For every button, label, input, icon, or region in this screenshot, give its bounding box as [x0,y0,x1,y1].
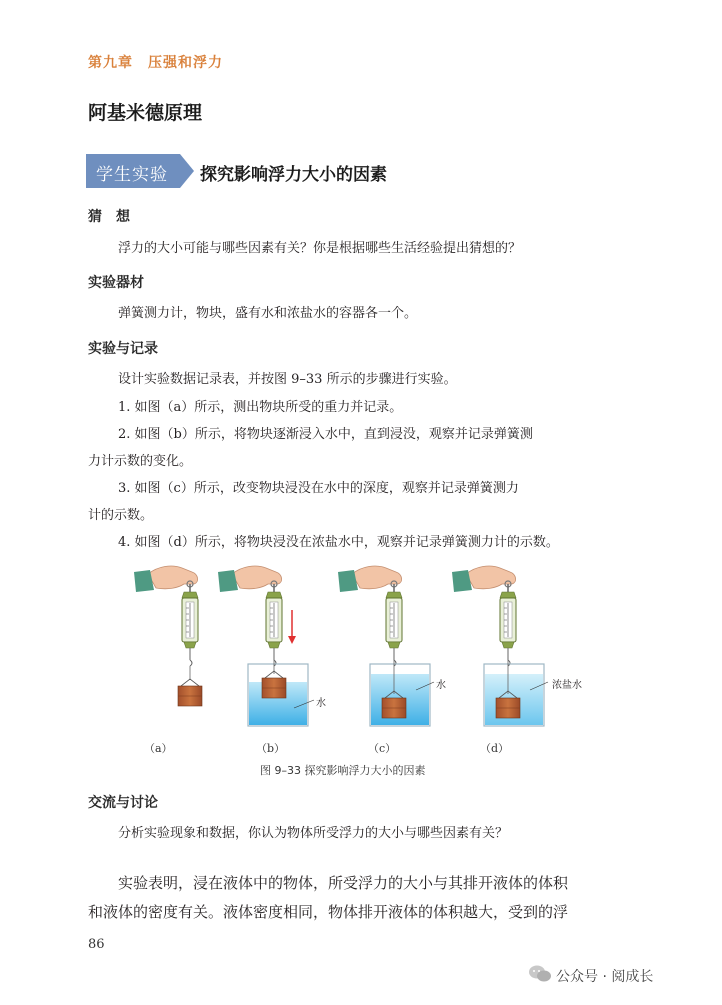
figure-b [218,566,314,726]
materials-heading: 实验器材 [88,275,144,291]
conclusion-line-2: 和液体的密度有关。液体密度相同，物体排开液体的体积越大，受到的浮 [88,903,569,921]
procedure-intro: 设计实验数据记录表，并按图 9–33 所示的步骤进行实验。 [118,372,457,387]
banner-arrow [180,154,194,188]
chapter-header: 第九章 压强和浮力 [88,55,223,71]
guess-heading: 猜 想 [88,209,130,225]
figure-label-a: （a） [144,742,173,755]
procedure-step-3a: 3. 如图（c）所示，改变物块浸没在水中的深度，观察并记录弹簧测力 [118,481,519,496]
procedure-step-1: 1. 如图（a）所示，测出物块所受的重力并记录。 [118,400,403,415]
figure-label-b: （b） [256,742,286,755]
banner-title: 探究影响浮力大小的因素 [200,165,387,185]
figure-a [134,566,202,706]
brine-label-d: 浓盐水 [552,680,582,691]
procedure-heading: 实验与记录 [88,341,158,357]
wechat-icon [528,964,552,984]
conclusion-line-1: 实验表明，浸在液体中的物体，所受浮力的大小与其排开液体的体积 [118,874,569,892]
guess-text: 浮力的大小可能与哪些因素有关？你是根据哪些生活经验提出猜想的？ [118,241,522,256]
section-title: 阿基米德原理 [88,102,203,124]
banner-label: 学生实验 [96,165,168,185]
procedure-step-3b: 计的示数。 [88,508,154,523]
procedure-step-4: 4. 如图（d）所示，将物块浸没在浓盐水中，观察并记录弹簧测力计的示数。 [118,535,559,550]
figure-d [452,566,548,726]
figure-label-c: （c） [368,742,397,755]
watermark: 公众号 · 阅成长 [556,969,654,985]
procedure-step-2a: 2. 如图（b）所示，将物块逐渐浸入水中，直到浸没，观察并记录弹簧测 [118,427,533,442]
experiment-figure [118,560,638,740]
materials-text: 弹簧测力计，物块，盛有水和浓盐水的容器各一个。 [118,306,418,321]
figure-c [338,566,434,726]
page-number: 86 [88,937,105,952]
procedure-step-2b: 力计示数的变化。 [88,454,193,469]
water-label-c: 水 [436,680,446,691]
discussion-heading: 交流与讨论 [88,795,158,811]
discussion-text: 分析实验现象和数据，你认为物体所受浮力的大小与哪些因素有关？ [118,826,509,841]
figure-caption: 图 9–33 探究影响浮力大小的因素 [260,764,426,777]
figure-label-d: （d） [480,742,510,755]
water-label-b: 水 [316,698,326,709]
